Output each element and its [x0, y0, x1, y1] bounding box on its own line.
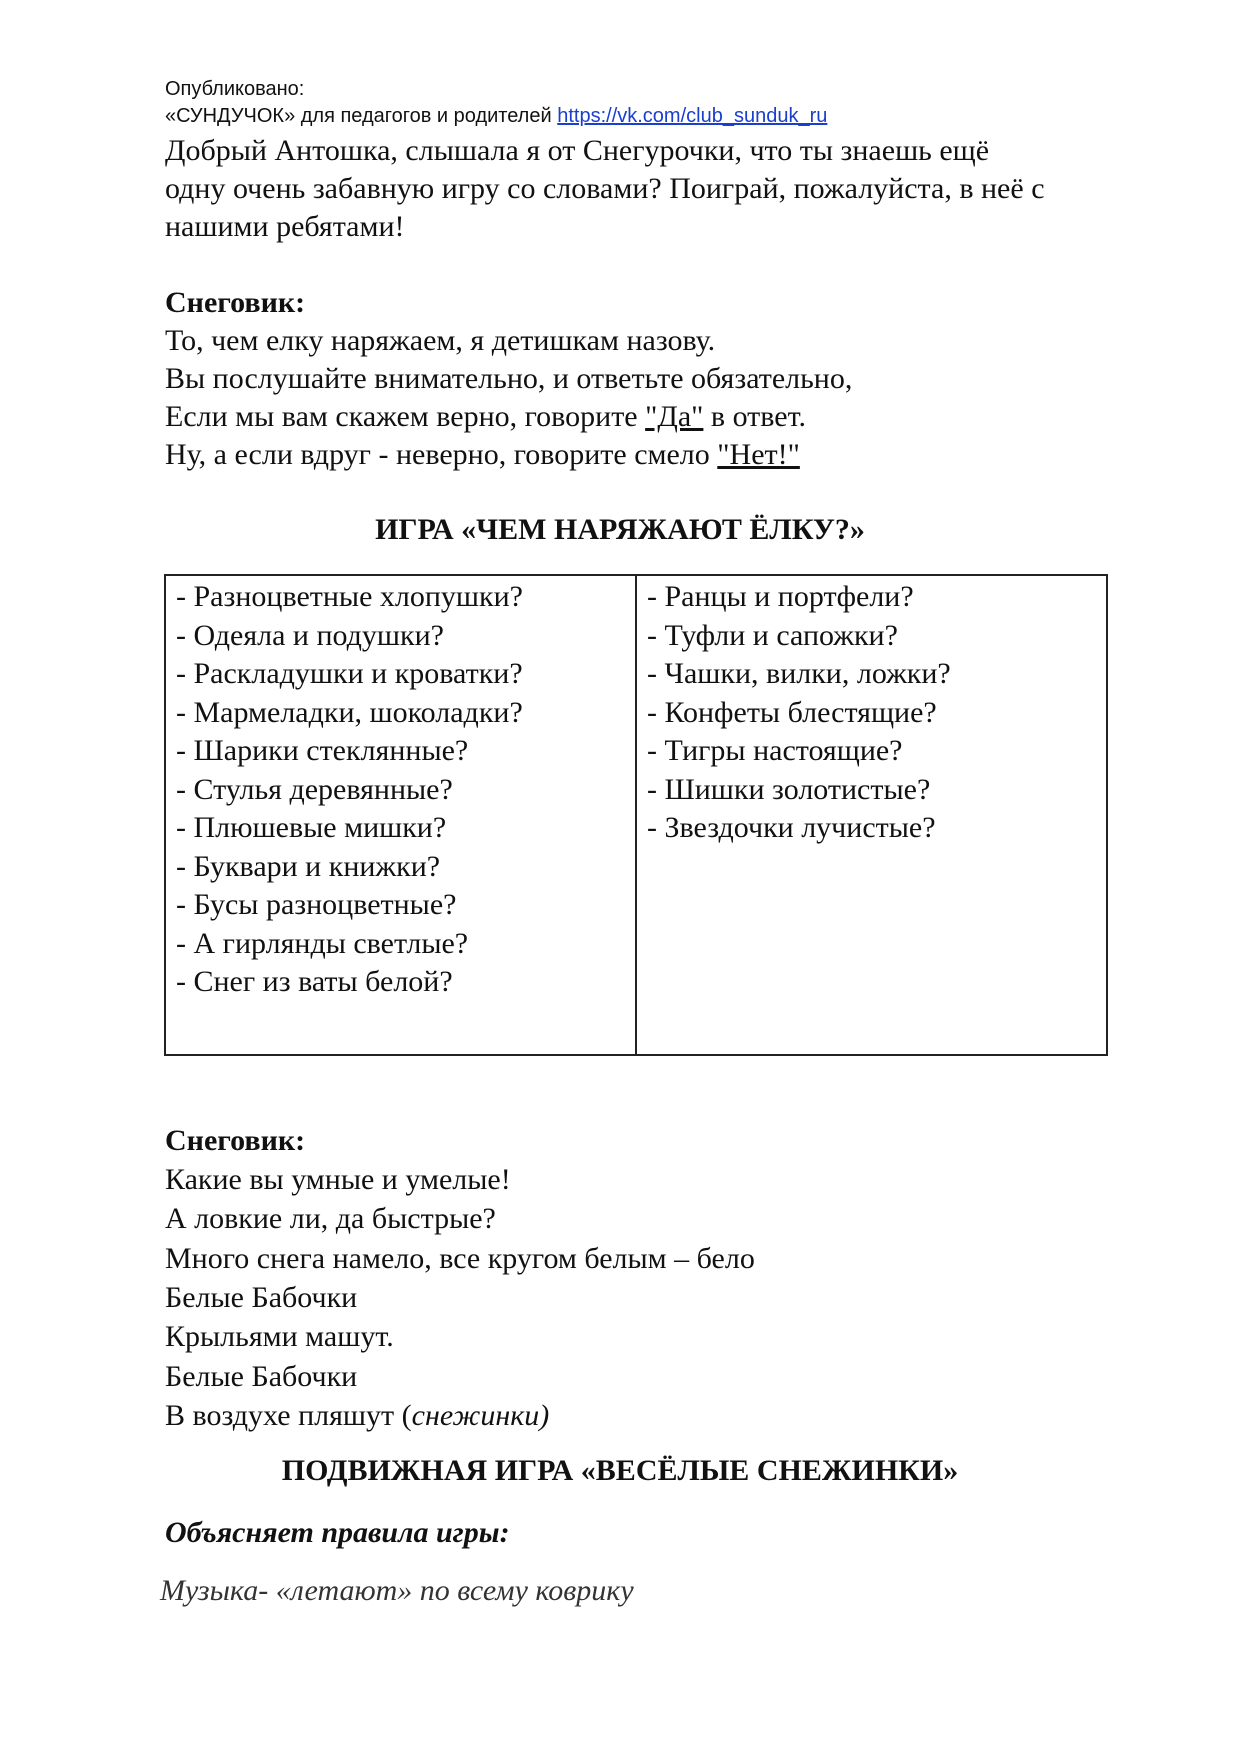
snowman2-line-3: Много снега намело, все кругом белым – бело [165, 1242, 755, 1275]
game1-left-item: - А гирлянды светлые? [176, 926, 469, 960]
game1-right-item: - Конфеты блестящие? [647, 695, 937, 729]
snowman1-line-3-text: Если мы вам скажем верно, говорите [165, 400, 646, 433]
game1-left-item: - Мармеладки, шоколадки? [176, 695, 523, 729]
game1-right-item: - Звездочки лучистые? [647, 811, 936, 844]
speaker-snowman-2: Снеговик: [165, 1124, 306, 1157]
snowman2-line-7 [165, 1397, 549, 1435]
source-link[interactable]: https://vk.com/club_sunduk_ru [557, 105, 828, 127]
snowman1-line-4 [165, 436, 800, 474]
game1-left-item: - Одеяла и подушки? [176, 618, 444, 652]
snowman1-line-3-end: в ответ. [703, 400, 806, 433]
game1-left-item: - Разноцветные хлопушки? [176, 580, 523, 613]
snowman1-line-2: Вы послушайте внимательно, и ответьте обязательно, [165, 362, 853, 395]
answer-no: "Нет!" [717, 438, 800, 471]
snowman2-line-5: Крыльями машут. [165, 1320, 394, 1353]
game1-left-item: - Раскладушки и кроватки? [176, 657, 523, 690]
speaker-snowman-1: Снеговик: [165, 286, 306, 319]
intro-line-3: нашими ребятами! [165, 210, 405, 243]
game1-left-item: - Бусы разноцветные? [176, 888, 457, 921]
riddle-answer: снежинки) [411, 1399, 550, 1432]
game1-left-item: - Снег из ваты белой? [176, 965, 453, 998]
answer-yes: "Да" [645, 400, 704, 433]
game1-left-item: - Стулья деревянные? [176, 772, 453, 806]
game1-left-column [165, 575, 636, 1055]
game1-right-item: - Чашки, вилки, ложки? [647, 657, 951, 690]
game1-left-item: - Плюшевые мишки? [176, 811, 447, 844]
rules-heading: Объясняет правила игры: [165, 1516, 510, 1549]
published-block [165, 76, 827, 130]
source-line [165, 103, 827, 130]
game1-right-column [636, 575, 1107, 1055]
snowman2-line-4: Белые Бабочки [165, 1281, 358, 1314]
snowman1-line-1: То, чем елку наряжаем, я детишкам назову. [165, 324, 716, 357]
snowman1-line-3 [165, 398, 806, 436]
snowman2-line-2: А ловкие ли, да быстрые? [165, 1202, 496, 1235]
game1-title: ИГРА «ЧЕМ НАРЯЖАЮТ ЁЛКУ?» [375, 513, 865, 546]
intro-line-2: одну очень забавную игру со словами? Поиграй, пожалуйста, в неё с [165, 172, 1045, 205]
game2-title: ПОДВИЖНАЯ ИГРА «ВЕСЁЛЫЕ СНЕЖИНКИ» [281, 1454, 959, 1487]
snowman2-line-6: Белые Бабочки [165, 1360, 358, 1393]
game1-right-item: - Тигры настоящие? [647, 734, 903, 767]
intro-line-1: Добрый Антошка, слышала я от Снегурочки, что ты знаешь ещё [165, 134, 990, 167]
game1-table [164, 574, 1108, 1056]
snowman2-line-1: Какие вы умные и умелые! [165, 1163, 511, 1196]
published-label: Опубликовано: [165, 78, 305, 100]
source-name: «СУНДУЧОК» для педагогов и родителей [165, 105, 552, 127]
game1-right-item: - Туфли и сапожки? [647, 618, 898, 652]
game1-left-item: - Шарики стеклянные? [176, 734, 469, 767]
snowman1-line-4-text: Ну, а если вдруг - неверно, говорите смело [165, 438, 718, 471]
game1-right-item: - Ранцы и портфели? [647, 580, 914, 613]
snowman2-line-7-text: В воздухе пляшут ( [165, 1399, 412, 1432]
game1-right-item: - Шишки золотистые? [647, 772, 931, 806]
rule-line-1: Музыка- «летают» по всему коврику [160, 1574, 634, 1607]
game1-left-item: - Буквари и книжки? [176, 849, 441, 883]
